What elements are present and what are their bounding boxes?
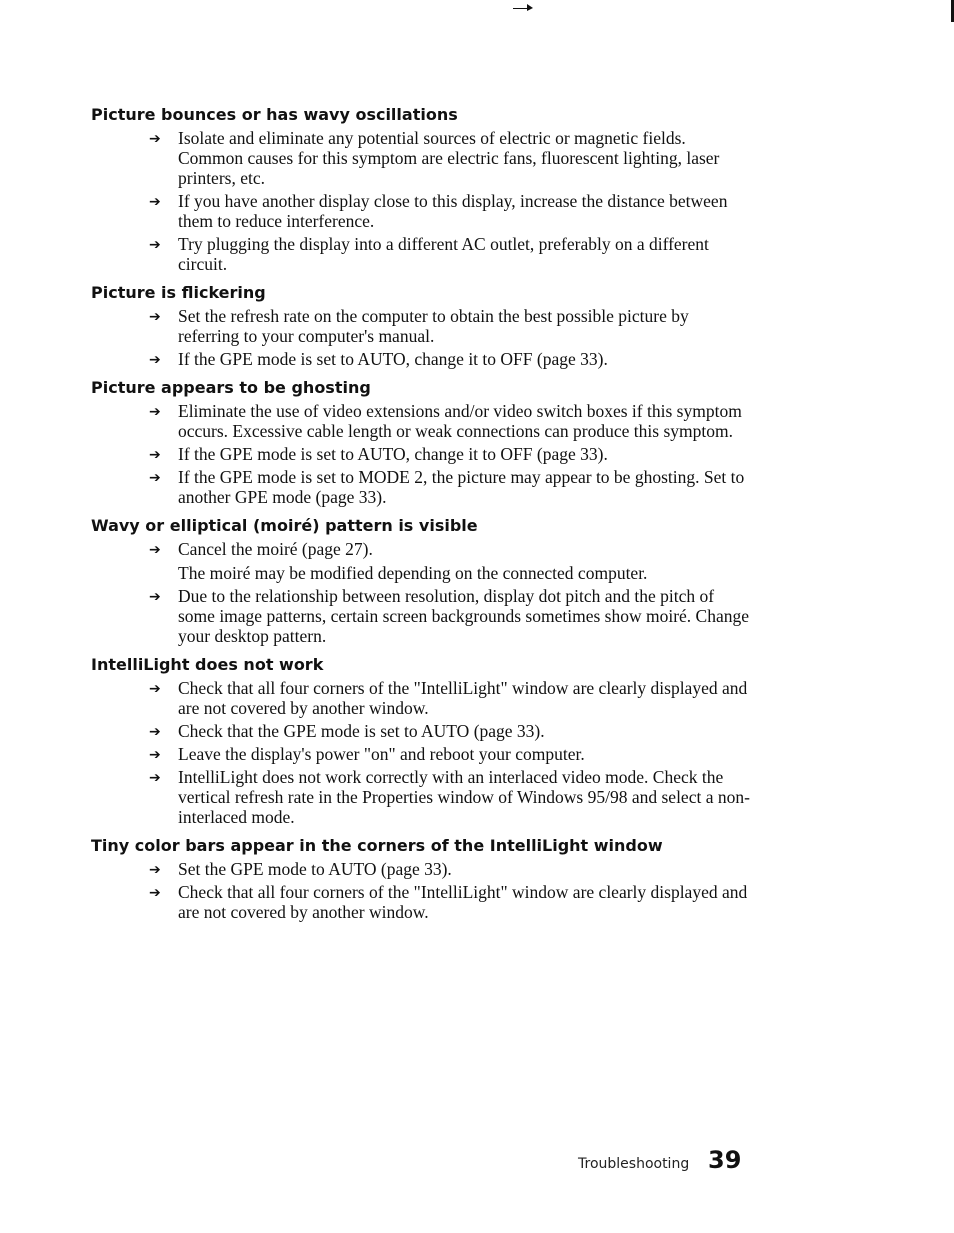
document-body: [91, 104, 751, 930]
item-text: If the GPE mode is set to MODE 2, the picture may appear to be ghosting. Set to another GPE mode (page 33).: [178, 467, 745, 507]
item-text: Cancel the moiré (page 27).: [178, 539, 373, 559]
item-note: The moiré may be modified depending on the connected computer.: [178, 563, 648, 583]
arrow-right-icon: ➔: [149, 747, 161, 763]
section-heading: Picture appears to be ghosting: [91, 378, 371, 397]
top-arrow-mark-icon: [513, 3, 533, 11]
item-list: [91, 539, 751, 646]
section-color-bars: [91, 835, 751, 922]
section-heading: Picture is flickering: [91, 283, 266, 302]
list-item: [91, 401, 751, 441]
section-heading: Tiny color bars appear in the corners of the IntelliLight window: [91, 836, 663, 855]
section-flickering: [91, 282, 751, 369]
list-item: [91, 234, 751, 274]
list-item: [91, 539, 751, 583]
item-list: [91, 128, 751, 274]
list-item: [91, 191, 751, 231]
list-item: [91, 721, 751, 741]
item-text: Leave the display's power "on" and reboot your computer.: [178, 744, 585, 764]
item-text: Try plugging the display into a different AC outlet, preferably on a different circuit.: [178, 234, 709, 274]
arrow-right-icon: ➔: [149, 862, 161, 878]
list-item: [91, 586, 751, 646]
list-item: [91, 444, 751, 464]
list-item: [91, 128, 751, 188]
item-text: Set the refresh rate on the computer to obtain the best possible picture by referring to your computer's manual.: [178, 306, 689, 346]
item-text: Eliminate the use of video extensions and/or video switch boxes if this symptom occurs. Excessive cable length or weak connections can produce this symptom.: [178, 401, 742, 441]
arrow-right-icon: ➔: [149, 309, 161, 325]
item-text: IntelliLight does not work correctly with an interlaced video mode. Check the vertical refresh rate in the Properties window of Windows 95/98 and select a non-interlaced mode.: [178, 767, 750, 827]
page-footer: [578, 1146, 742, 1182]
item-list: [91, 401, 751, 507]
arrow-right-icon: ➔: [149, 404, 161, 420]
arrow-right-icon: ➔: [149, 352, 161, 368]
arrow-right-icon: ➔: [149, 194, 161, 210]
item-text: Check that all four corners of the "IntelliLight" window are clearly displayed and are not covered by another window.: [178, 678, 748, 718]
item-text: Check that all four corners of the "IntelliLight" window are clearly displayed and are not covered by another window.: [178, 882, 748, 922]
item-text: Check that the GPE mode is set to AUTO (page 33).: [178, 721, 545, 741]
arrow-right-icon: ➔: [149, 470, 161, 486]
section-ghosting: [91, 377, 751, 507]
item-text: If you have another display close to this display, increase the distance between them to reduce interference.: [178, 191, 728, 231]
arrow-right-icon: ➔: [149, 131, 161, 147]
section-heading: IntelliLight does not work: [91, 655, 324, 674]
list-item: [91, 678, 751, 718]
item-list: [91, 678, 751, 827]
list-item: [91, 306, 751, 346]
arrow-right-icon: ➔: [149, 447, 161, 463]
item-text: Set the GPE mode to AUTO (page 33).: [178, 859, 452, 879]
arrow-right-icon: ➔: [149, 724, 161, 740]
arrow-right-icon: ➔: [149, 885, 161, 901]
list-item: [91, 467, 751, 507]
list-item: [91, 882, 751, 922]
item-list: [91, 859, 751, 922]
arrow-right-icon: ➔: [149, 542, 161, 558]
arrow-right-icon: ➔: [149, 770, 161, 786]
arrow-right-icon: ➔: [149, 589, 161, 605]
list-item: [91, 349, 751, 369]
section-intellilight: [91, 654, 751, 827]
section-wavy-oscillations: [91, 104, 751, 274]
arrow-right-icon: ➔: [149, 237, 161, 253]
list-item: [91, 744, 751, 764]
section-heading: Picture bounces or has wavy oscillations: [91, 105, 458, 124]
section-heading: Wavy or elliptical (moiré) pattern is visible: [91, 516, 478, 535]
arrow-right-icon: ➔: [149, 681, 161, 697]
item-text: If the GPE mode is set to AUTO, change it to OFF (page 33).: [178, 349, 608, 369]
item-text: If the GPE mode is set to AUTO, change it to OFF (page 33).: [178, 444, 608, 464]
footer-section-name: Troubleshooting: [578, 1156, 690, 1172]
item-list: [91, 306, 751, 369]
page-number: 39: [708, 1146, 742, 1174]
section-moire: [91, 515, 751, 646]
item-text: Isolate and eliminate any potential sources of electric or magnetic fields. Common causes for this symptom are electric fans, fluorescent lighting, laser printers, etc.: [178, 128, 720, 188]
item-text: Due to the relationship between resolution, display dot pitch and the pitch of some image patterns, certain screen backgrounds sometimes show moiré. Change your desktop pattern.: [178, 586, 750, 646]
list-item: [91, 767, 751, 827]
list-item: [91, 859, 751, 879]
